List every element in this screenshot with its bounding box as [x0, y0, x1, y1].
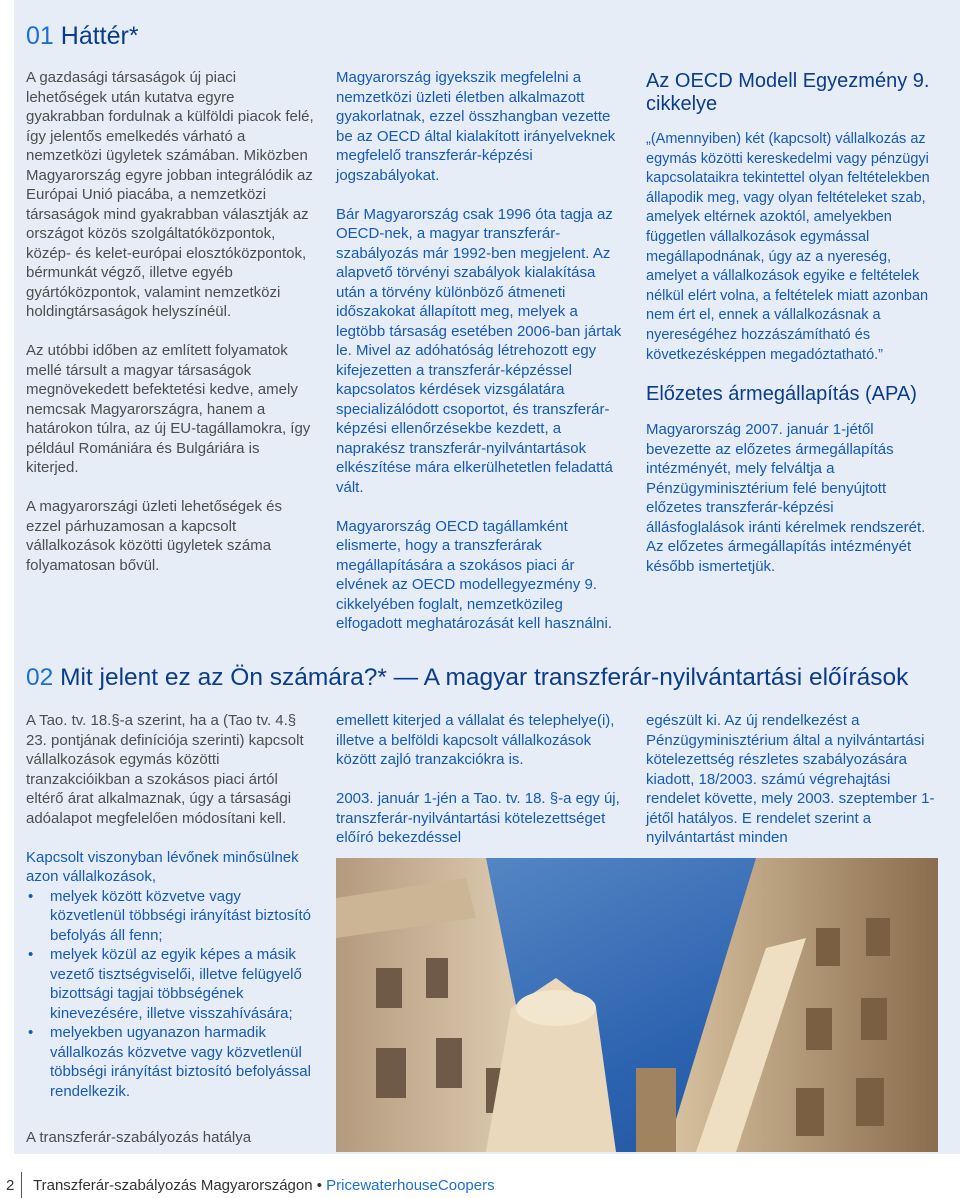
- list-item: • melyek közül az egyik képes a másik vezető tisztségviselői, illetve felügyelő bizottsági tagjai többségének kinevezésére, illetve visszahívására;: [26, 945, 316, 1023]
- city-buildings-illustration: [336, 858, 938, 1152]
- oecd-article-heading: Az OECD Modell Egyezmény 9. cikkelye: [646, 70, 930, 115]
- paragraph: Bár Magyarország csak 1996 óta tagja az OECD-nek, a magyar transzferár-szabályozás már 1992-ben megjelent. Az alapvető törvényi szabályok kialakítása után a törvény különböző átmeneti időszakokat állapított meg, melyek a legtöbb társaság esetében 2006-ban jártak le. Mivel az adóhatóság létrehozott egy kifejezetten a transzferár-képzéssel kapcsolatos kérdések vizsgálatára specializálódott csoportot, és transzferár-képzési ellenőrzésekbe kezdett, a naprakész transzferár-nyilvántartások elkészítése mára elkerülhetetlen feladattá vált.: [336, 205, 622, 496]
- page-number: 2: [6, 1177, 15, 1194]
- footer-document-title: Transzferár-szabályozás Magyarországon: [33, 1177, 313, 1194]
- paragraph: A Tao. tv. 18.§-a szerint, ha a (Tao tv. 4.§ 23. pontjának definíciója szerinti) kapcsolt vállalkozások egymás közötti tranzakcióikban a szokásos piaci ártól eltérő árat alkalmaznak, úgy a társasági adóalapot megfelelően módosítani kell.: [26, 712, 304, 827]
- footer-brand: PricewaterhouseCoopers: [326, 1177, 495, 1194]
- page-footer: [0, 1168, 960, 1198]
- paragraph: Magyarország OECD tagállamként elismerte, hogy a transzferárak megállapítására a szokásos piaci ár elvének az OECD modellegyezmény 9. cikkelyében foglalt, nemzetközileg elfogadott meghatározását kell használni.: [336, 517, 613, 632]
- section-1-column-3: [646, 70, 936, 576]
- paragraph: A transzferár-szabályozás hatálya: [26, 1129, 252, 1146]
- list-item: • melyekben ugyanazon harmadik vállalkozás közvetve vagy közvetlenül többségi irányítást biztosító befolyással rendelkezik.: [26, 1023, 316, 1101]
- list-item: • melyek között közvetve vagy közvetlenül többségi irányítást biztosító befolyás áll fenn;: [26, 887, 316, 946]
- paragraph: emellett kiterjed a vállalat és telephelye(i), illetve a belföldi kapcsolt vállalkozások között zajló tranzakciókra is.: [336, 712, 615, 768]
- section-1-title: [26, 22, 139, 51]
- section-2-column-1: [26, 711, 316, 1148]
- paragraph: A magyarországi üzleti lehetőségek és ezzel párhuzamosan a kapcsolt vállalkozások közötti ügyletek száma folyamatosan bővül.: [26, 498, 282, 574]
- paragraph: egészült ki. Az új rendelkezést a Pénzügyminisztérium által a nyilvántartási kötelezettség részletes szabályozására kiadott, 18/2003. számú végrehajtási rendelet követte, mely 2003. szeptember 1-jétől hatályos. E rendelet szerint a nyilvántartást minden: [646, 712, 935, 846]
- section-1-number: 01: [26, 22, 54, 50]
- bullet-list: [26, 887, 316, 1102]
- paragraph: Magyarország igyekszik megfelelni a nemzetközi üzleti életben alkalmazott gyakorlatnak, ezzel összhangban vezette be az OECD által kialakított irányelveknek megfelelő transzferár-képzési jogszabályokat.: [336, 69, 616, 184]
- paragraph: Az utóbbi időben az említett folyamatok mellé társult a magyar társaságok megnövekedett befektetési kedve, amely nemcsak Magyarországra, hanem a határokon túlra, az új EU-tagállamokra, így például Romániára és Bulgáriára is kiterjed.: [26, 342, 311, 476]
- section-1-title-text: Háttér*: [60, 22, 139, 50]
- section-2-title-text: Mit jelent ez az Ön számára?* — A magyar transzferár-nyilvántartási előírások: [60, 664, 909, 691]
- paragraph: 2003. január 1-jén a Tao. tv. 18. §-a egy új, transzferár-nyilvántartási kötelezettséget előíró bekezdéssel: [336, 790, 620, 846]
- section-2-column-3: [646, 711, 938, 848]
- oecd-article-quote: „(Amennyiben) két (kapcsolt) vállalkozás az egymás közötti kereskedelmi vagy pénzügyi kapcsolataikra tekintettel olyan feltételekben állapodik meg, vagy olyan feltételeket szab, amelyek eltérnek azoktól, amelyekben független vállalkozások egymással megállapodnának, úgy az a nyereség, amelyet a vállalkozások egyike e feltételek nélkül elért volna, a feltételek miatt azonban nem ért el, ennek a vállalkozásnak a nyereségéhez hozzászámítható és következésképpen megadóztatható.”: [646, 131, 930, 363]
- city-buildings-photo: [336, 858, 938, 1152]
- footer-text: [33, 1177, 495, 1194]
- footer-bullet: •: [316, 1177, 322, 1194]
- section-1-column-1: [26, 68, 314, 575]
- footer-divider: [21, 1172, 22, 1198]
- section-2-title: [26, 664, 908, 692]
- paragraph: Kapcsolt viszonyban lévőnek minősülnek azon vállalkozások,: [26, 848, 299, 885]
- section-2-number: 02: [26, 664, 54, 691]
- section-1-column-2: [336, 68, 628, 634]
- paragraph: Magyarország 2007. január 1-jétől bevezette az előzetes ármegállapítás intézményét, mely felváltja a Pénzügyminisztérium felé benyújtott előzetes transzferár-képzési állásfoglalások iránti kérelmek rendszerét. Az előzetes ármegállapítás intézményét később ismertetjük.: [646, 421, 926, 575]
- section-2-column-2: [336, 711, 628, 848]
- paragraph: A gazdasági társaságok új piaci lehetőségek után kutatva egyre gyakrabban fordulnak a külföldi piacok felé, így jelentős emelkedés várható a nemzetközi ügyletek számában. Miközben Magyarország egyre jobban integrálódik az Európai Unió piacába, a nemzetközi társaságok mind gyakrabban választják az országot közös szolgáltatóközpontok, közép- és kelet-európai elosztóközpontok, bérmunkát végző, illetve egyéb gyártóközpontok, valamint nemzetközi holdingtársaságok helyszínéül.: [26, 69, 314, 320]
- apa-heading: Előzetes ármegállapítás (APA): [646, 383, 917, 406]
